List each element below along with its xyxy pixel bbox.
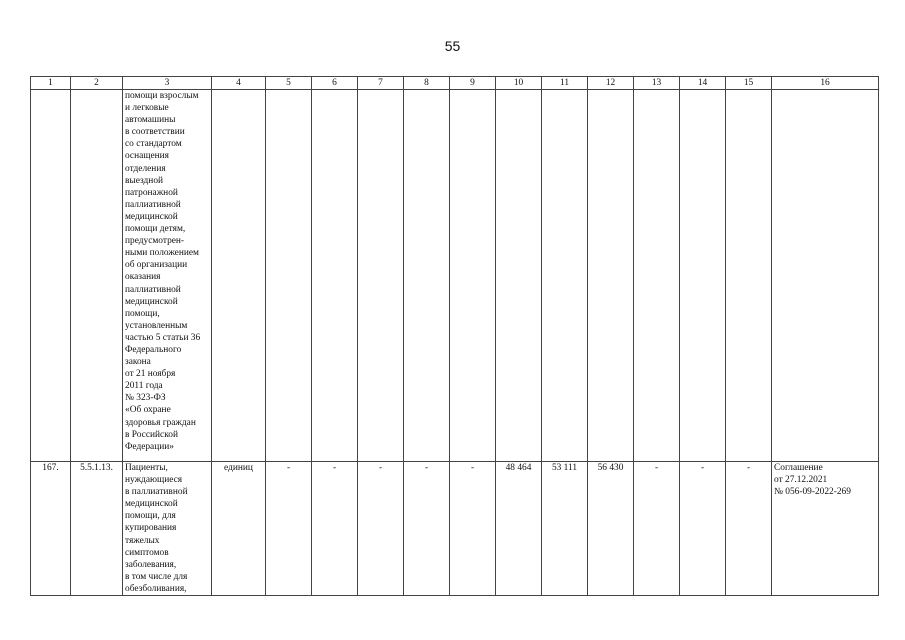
header-cell: 6 bbox=[312, 77, 358, 90]
data-table bbox=[30, 76, 879, 596]
text-line: помощи, для bbox=[125, 511, 176, 522]
page-number: 55 bbox=[444, 38, 461, 54]
text-line: помощи взрослым bbox=[125, 91, 199, 101]
header-cell: 12 bbox=[588, 77, 634, 90]
text-line: Соглашение bbox=[774, 463, 823, 473]
table-cell bbox=[71, 90, 123, 462]
value-cell: - bbox=[312, 462, 358, 596]
text-line: в том числе для bbox=[125, 571, 188, 582]
header-cell: 16 bbox=[772, 77, 879, 90]
header-cell: 13 bbox=[634, 77, 680, 90]
table-cell bbox=[404, 90, 450, 462]
text-line: обезболивания, bbox=[125, 583, 187, 594]
text-line: оказания bbox=[125, 272, 161, 283]
row-code-cell: 5.5.1.13. bbox=[71, 462, 123, 596]
unit-cell: единиц bbox=[212, 462, 266, 596]
text-line: оснащения bbox=[125, 151, 169, 162]
header-cell: 14 bbox=[680, 77, 726, 90]
text-line: № 323-ФЗ bbox=[125, 393, 166, 404]
header-cell: 4 bbox=[212, 77, 266, 90]
header-cell: 1 bbox=[31, 77, 71, 90]
text-line: ными положением bbox=[125, 248, 199, 259]
text-line: Пациенты, bbox=[125, 463, 168, 473]
header-cell: 8 bbox=[404, 77, 450, 90]
text-line: частью 5 статьи 36 bbox=[125, 332, 201, 343]
table-row bbox=[31, 462, 879, 596]
table-cell bbox=[588, 90, 634, 462]
table-cell bbox=[266, 90, 312, 462]
text-line: предусмотрен- bbox=[125, 236, 185, 247]
text-line: заболевания, bbox=[125, 559, 177, 570]
header-row bbox=[31, 77, 879, 90]
table-cell bbox=[31, 90, 71, 462]
value-cell: - bbox=[266, 462, 312, 596]
text-line: от 27.12.2021 bbox=[774, 475, 828, 486]
text-line: помощи детям, bbox=[125, 224, 186, 235]
table-cell bbox=[634, 90, 680, 462]
text-line: в паллиативной bbox=[125, 487, 188, 498]
value-cell: - bbox=[634, 462, 680, 596]
text-line: в Российской bbox=[125, 429, 178, 440]
text-line: патронажной bbox=[125, 187, 178, 198]
text-line: в соответствии bbox=[125, 127, 185, 138]
text-line: закона bbox=[125, 357, 151, 368]
text-line: Федерации» bbox=[125, 441, 174, 452]
text-line: медицинской bbox=[125, 296, 178, 307]
text-line: помощи, bbox=[125, 308, 160, 319]
text-line: со стандартом bbox=[125, 139, 182, 150]
table-cell bbox=[212, 90, 266, 462]
description-cell bbox=[123, 90, 212, 462]
text-line: нуждающиеся bbox=[125, 475, 183, 486]
text-line: и легковые bbox=[125, 103, 169, 114]
text-line: медицинской bbox=[125, 499, 178, 510]
table-cell bbox=[312, 90, 358, 462]
table-cell bbox=[496, 90, 542, 462]
text-line: об организации bbox=[125, 260, 188, 271]
text-line: здоровья граждан bbox=[125, 417, 196, 428]
header-cell: 5 bbox=[266, 77, 312, 90]
table-cell bbox=[680, 90, 726, 462]
header-cell: 11 bbox=[542, 77, 588, 90]
text-line: «Об охране bbox=[125, 405, 171, 416]
value-cell: 53 111 bbox=[542, 462, 588, 596]
text-line: установленным bbox=[125, 320, 188, 331]
text-line: Федерального bbox=[125, 344, 182, 355]
text-line: медицинской bbox=[125, 211, 178, 222]
header-cell: 10 bbox=[496, 77, 542, 90]
table-cell bbox=[450, 90, 496, 462]
header-cell: 7 bbox=[358, 77, 404, 90]
text-line: от 21 ноября bbox=[125, 369, 176, 380]
text-line: автомашины bbox=[125, 115, 176, 126]
text-line: тяжелых bbox=[125, 535, 160, 546]
text-line: отделения bbox=[125, 163, 166, 174]
table-cell bbox=[726, 90, 772, 462]
text-line: купирования bbox=[125, 523, 177, 534]
header-cell: 15 bbox=[726, 77, 772, 90]
text-line: симптомов bbox=[125, 547, 169, 558]
table-cell bbox=[358, 90, 404, 462]
text-line: паллиативной bbox=[125, 284, 181, 295]
header-cell: 3 bbox=[123, 77, 212, 90]
header-cell: 9 bbox=[450, 77, 496, 90]
value-cell: - bbox=[358, 462, 404, 596]
text-line: 2011 года bbox=[125, 381, 163, 392]
table-cell bbox=[542, 90, 588, 462]
value-cell: 48 464 bbox=[496, 462, 542, 596]
row-number-cell: 167. bbox=[31, 462, 71, 596]
text-line: № 056-09-2022-269 bbox=[774, 487, 851, 498]
value-cell: - bbox=[450, 462, 496, 596]
value-cell: 56 430 bbox=[588, 462, 634, 596]
header-cell: 2 bbox=[71, 77, 123, 90]
value-cell: - bbox=[680, 462, 726, 596]
table-cell bbox=[772, 90, 879, 462]
value-cell: - bbox=[404, 462, 450, 596]
text-line: паллиативной bbox=[125, 199, 181, 210]
description-cell bbox=[123, 462, 212, 596]
text-line: выездной bbox=[125, 175, 164, 186]
value-cell: - bbox=[726, 462, 772, 596]
agreement-cell bbox=[772, 462, 879, 596]
table-row bbox=[31, 90, 879, 462]
